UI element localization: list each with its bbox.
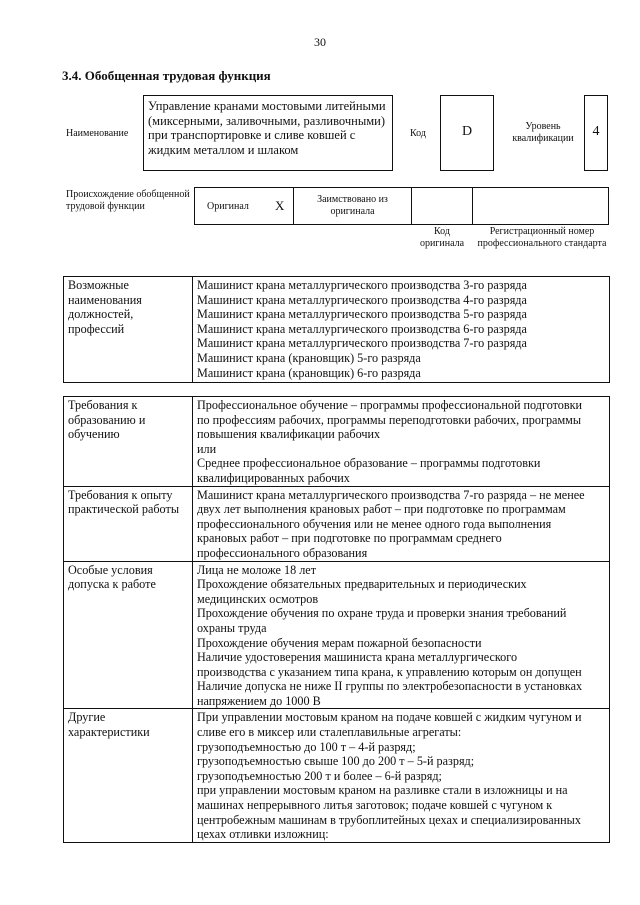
requirement-line: Профессиональное обучение – программы профессиональной подготовки — [197, 398, 583, 412]
requirement-line: крановых работ – при подготовке по программам среднего — [197, 531, 502, 546]
name-label: Наименование — [66, 128, 129, 139]
code-value: D — [440, 95, 494, 171]
other-content — [193, 709, 610, 842]
position-item: Машинист крана металлургического производства 4-го разряда — [197, 292, 527, 307]
requirement-line: сливе его в миксер или сталеплавильные агрегаты: — [197, 725, 462, 740]
positions-row — [64, 277, 610, 383]
original-cell — [194, 187, 294, 225]
positions-label-text: Возможные наименования должностей, профессий — [68, 278, 142, 336]
requirement-line: грузоподъемностью 200 т и более – 6-й разряд; — [197, 768, 442, 783]
requirements-table — [63, 396, 610, 843]
requirement-line: Прохождение обязательных предварительных и периодических — [197, 577, 527, 592]
position-item: Машинист крана металлургического производства 3-го разряда — [197, 278, 527, 292]
positions-label — [64, 277, 193, 383]
requirement-line: грузоподъемностью свыше 100 до 200 т – 5-й разряд; — [197, 754, 475, 769]
level-label: Уровень квалификации — [512, 121, 574, 144]
registration-caption: Регистрационный номер профессионального стандарта — [477, 226, 607, 249]
other-label-text: Другие характеристики — [68, 710, 150, 740]
code-label: Код — [410, 128, 426, 139]
admission-label — [64, 561, 193, 709]
requirement-line: машинах непрерывного литья заготовок; подаче ковшей с чугуном к — [197, 798, 553, 813]
requirement-line: При управлении мостовым краном на подаче ковшей с жидким чугуном и — [197, 710, 582, 725]
requirement-line: производства с указанием типа крана, к управлению которым он допущен — [197, 664, 582, 679]
requirement-line: Машинист крана металлургического производства 7-го разряда – не менее — [197, 487, 585, 502]
name-value — [143, 95, 393, 171]
requirements-row — [64, 561, 610, 709]
requirement-line: Прохождение обучения по охране труда и проверки знания требований — [197, 606, 567, 621]
positions-table — [63, 276, 610, 383]
requirement-line: цехах отливки изложниц: — [197, 827, 329, 842]
other-label — [64, 709, 193, 842]
borrowed-cell: Заимствовано из оригинала — [293, 187, 412, 225]
original-code-cell — [411, 187, 473, 225]
experience-label — [64, 486, 193, 561]
requirement-line: Среднее профессиональное образование – программы подготовки — [197, 456, 541, 471]
admission-content — [193, 561, 610, 709]
requirement-line: центробежным машинам в трубоплитейных цехах и специализированных — [197, 812, 581, 827]
requirements-row — [64, 486, 610, 561]
requirement-line: или — [197, 441, 217, 456]
education-content — [193, 397, 610, 487]
education-label — [64, 397, 193, 487]
requirement-line: профессионального обучения или не менее одного года выполнения — [197, 516, 552, 531]
requirement-line: Наличие удостоверения машиниста крана металлургического — [197, 650, 518, 665]
admission-label-text: Особые условия допуска к работе — [68, 562, 156, 592]
experience-content — [193, 486, 610, 561]
position-item: Машинист крана металлургического производства 5-го разряда — [197, 307, 527, 322]
education-label-text: Требования к образованию и обучению — [68, 398, 146, 442]
requirement-line: квалифицированных рабочих — [197, 470, 350, 485]
level-value: 4 — [584, 95, 608, 171]
experience-label-text: Требования к опыту практической работы — [68, 487, 180, 517]
requirement-line: Лица не моложе 18 лет — [197, 562, 317, 577]
requirement-line: по профессиям рабочих, программы переподготовки рабочих, программы — [197, 412, 582, 427]
position-item: Машинист крана металлургического производства 6-го разряда — [197, 321, 527, 336]
function-name-text: Управление кранами мостовыми литейными (миксерными, заливочными, разливочными) при транспортировке и сливе ковшей с жидким металлом и шлаком — [148, 99, 386, 157]
requirement-line: напряжением до 1000 В — [197, 693, 321, 708]
original-mark: X — [275, 198, 285, 213]
requirements-row — [64, 709, 610, 842]
page-number: 30 — [314, 35, 326, 49]
requirement-line: медицинских осмотров — [197, 591, 319, 606]
position-item: Машинист крана (крановщик) 6-го разряда — [197, 365, 421, 380]
position-item: Машинист крана (крановщик) 5-го разряда — [197, 350, 421, 365]
requirement-line: грузоподъемностью до 100 т – 4-й разряд; — [197, 739, 416, 754]
requirement-line: при управлении мостовым краном на разливке стали в изложницы и на — [197, 783, 568, 798]
position-item: Машинист крана металлургического производства 7-го разряда — [197, 336, 527, 351]
requirement-line: профессионального образования — [197, 545, 368, 560]
original-label: Оригинал — [207, 201, 249, 212]
requirement-line: двух лет выполнения крановых работ – при подготовке по программам — [197, 502, 566, 517]
requirement-line: повышения квалификации рабочих — [197, 427, 381, 442]
positions-list — [193, 277, 610, 383]
registration-number-cell — [472, 187, 609, 225]
origin-label: Происхождение обобщенной трудовой функции — [66, 189, 190, 212]
requirement-line: Наличие допуска не ниже II группы по электробезопасности в установках — [197, 679, 583, 694]
requirements-row — [64, 397, 610, 487]
section-title: 3.4. Обобщенная трудовая функция — [62, 68, 271, 83]
requirement-line: Прохождение обучения мерам пожарной безопасности — [197, 635, 482, 650]
requirement-line: охраны труда — [197, 620, 267, 635]
code-original-caption: Код оригинала — [419, 226, 465, 249]
